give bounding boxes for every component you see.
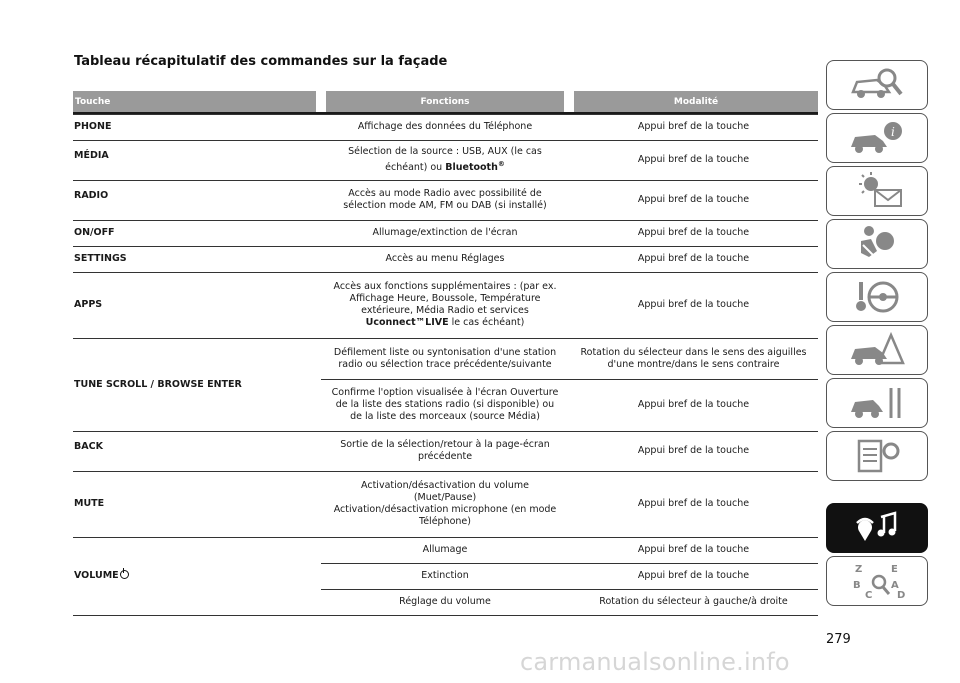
table-row — [73, 246, 818, 272]
chapter-tab-index[interactable] — [826, 556, 928, 606]
mode-cell: Appui bref de la touche — [569, 180, 818, 220]
function-cell: Sélection de la source : USB, AUX (le cas échéant) ou Bluetooth® — [321, 140, 569, 180]
svg-text:Z: Z — [855, 564, 863, 575]
mode-cell: Appui bref de la touche — [569, 272, 818, 338]
table-row — [73, 471, 818, 537]
key-apps: APPS — [73, 272, 321, 338]
key-media: MÉDIA — [73, 140, 321, 180]
key-phone: PHONE — [73, 114, 321, 140]
car-tools-icon — [847, 382, 907, 424]
function-cell: Allumage — [321, 537, 569, 563]
function-cell: Défilement liste ou syntonisation d'une station radio ou sélection trace précédente/suivante — [321, 338, 569, 379]
svg-text:i: i — [891, 125, 895, 139]
svg-text:C: C — [865, 590, 873, 601]
table-header-row — [73, 91, 818, 112]
key-tune-scroll: TUNE SCROLL / BROWSE ENTER — [73, 338, 321, 431]
function-cell: Sortie de la sélection/retour à la page-écran précédente — [321, 431, 569, 471]
mode-cell: Rotation du sélecteur à gauche/à droite — [569, 589, 818, 615]
chapter-tab-airbag[interactable] — [826, 219, 928, 269]
mode-cell: Appui bref de la touche — [569, 220, 818, 246]
mode-cell: Appui bref de la touche — [569, 471, 818, 537]
page-title: Tableau récapitulatif des commandes sur la façade — [74, 54, 448, 69]
header-touche: Touche — [73, 91, 321, 112]
table-row — [73, 431, 818, 471]
svg-text:D: D — [897, 590, 906, 601]
power-knob-icon — [120, 570, 129, 579]
key-radio: RADIO — [73, 180, 321, 220]
airbag-seat-icon — [847, 223, 907, 265]
function-cell: Réglage du volume — [321, 589, 569, 615]
commands-table — [73, 91, 818, 616]
function-cell: Extinction — [321, 563, 569, 589]
mode-cell: Appui bref de la touche — [569, 140, 818, 180]
svg-text:B: B — [853, 580, 861, 591]
table-row — [73, 180, 818, 220]
page-number: 279 — [826, 632, 851, 647]
function-cell: Activation/désactivation du volume (Muet/Pause) Activation/désactivation microphone (en mode Téléphone) — [321, 471, 569, 537]
mode-cell: Appui bref de la touche — [569, 537, 818, 563]
car-info-icon — [847, 117, 907, 159]
svg-text:E: E — [891, 564, 898, 575]
key-onoff: ON/OFF — [73, 220, 321, 246]
chapter-tab-driving[interactable] — [826, 272, 928, 322]
car-breakdown-icon — [847, 329, 907, 371]
table-row — [73, 220, 818, 246]
chapter-tab-getting-to-know[interactable] — [826, 60, 928, 110]
warning-lights-icon — [847, 170, 907, 212]
function-cell: Accès au mode Radio avec possibilité de sélection mode AM, FM ou DAB (si installé) — [321, 180, 569, 220]
car-search-icon — [847, 64, 907, 106]
mode-cell: Appui bref de la touche — [569, 114, 818, 140]
mode-cell: Appui bref de la touche — [569, 379, 818, 431]
function-cell: Affichage des données du Téléphone — [321, 114, 569, 140]
function-cell: Allumage/extinction de l'écran — [321, 220, 569, 246]
multimedia-icon — [847, 507, 907, 549]
chapter-tab-emergency[interactable] — [826, 325, 928, 375]
mode-cell: Appui bref de la touche — [569, 563, 818, 589]
header-fonctions: Fonctions — [321, 91, 569, 112]
header-modalite: Modalité — [569, 91, 818, 112]
key-back: BACK — [73, 431, 321, 471]
chapter-tab-safety[interactable] — [826, 166, 928, 216]
key-volume: VOLUME — [73, 537, 321, 615]
watermark-text: carmanualsonline.info — [520, 648, 790, 676]
table-row — [73, 272, 818, 338]
table-row — [73, 338, 818, 379]
table-row — [73, 537, 818, 563]
table-row — [73, 114, 818, 140]
mode-cell: Appui bref de la touche — [569, 246, 818, 272]
table-row — [73, 140, 818, 180]
function-cell: Confirme l'option visualisée à l'écran Ouverture de la liste des stations radio (si disponible) ou de la liste des morceaux (source Média) — [321, 379, 569, 431]
mode-cell: Rotation du sélecteur dans le sens des aiguilles d'une montre/dans le sens contraire — [569, 338, 818, 379]
svg-text:A: A — [891, 580, 899, 591]
chapter-tab-multimedia[interactable] — [826, 503, 928, 553]
chapter-tab-instrument-panel[interactable] — [826, 113, 928, 163]
chapter-tab-specifications[interactable] — [826, 431, 928, 481]
checklist-gear-icon — [847, 435, 907, 477]
index-letters-icon — [847, 560, 907, 602]
key-settings: SETTINGS — [73, 246, 321, 272]
chapter-tab-servicing[interactable] — [826, 378, 928, 428]
steering-wheel-icon — [847, 276, 907, 318]
mode-cell: Appui bref de la touche — [569, 431, 818, 471]
function-cell: Accès aux fonctions supplémentaires : (par ex. Affichage Heure, Boussole, Température extérieure, Média Radio et services Uconnect™LIVE le cas échéant) — [321, 272, 569, 338]
function-cell: Accès au menu Réglages — [321, 246, 569, 272]
key-mute: MUTE — [73, 471, 321, 537]
